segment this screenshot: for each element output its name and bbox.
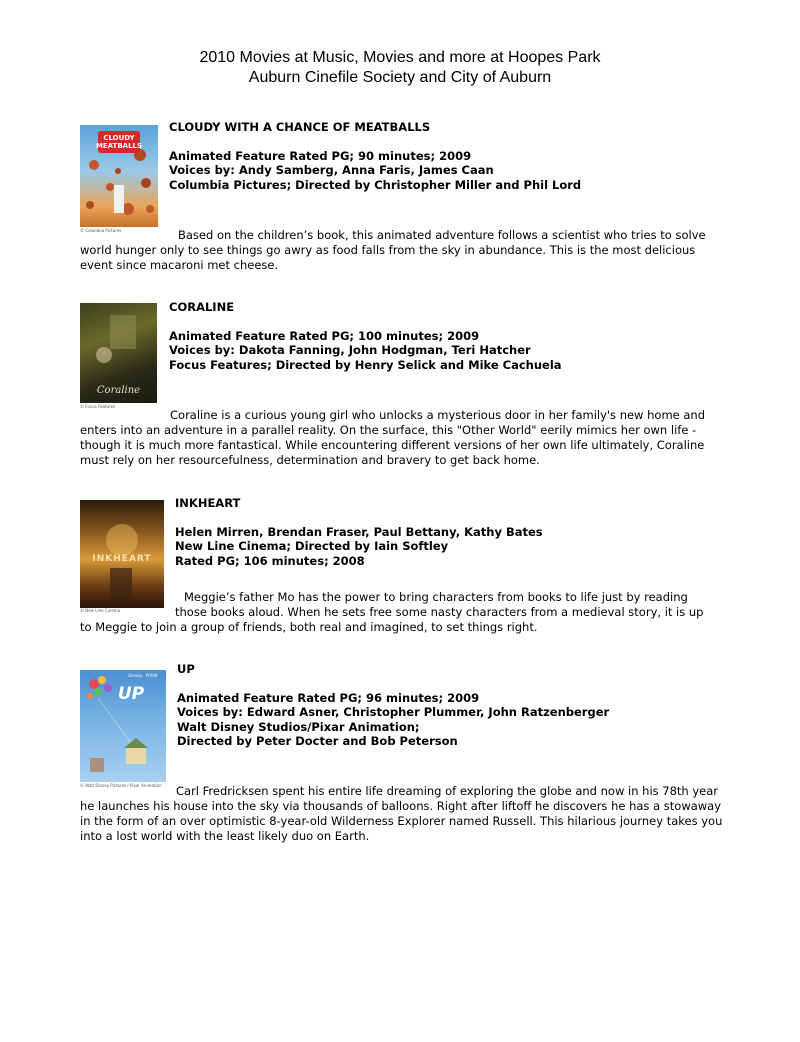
movie-coraline-info bbox=[169, 300, 562, 372]
poster-cloudy-text: CLOUDY MEATBALLS bbox=[95, 134, 143, 150]
header-line-1: 2010 Movies at Music, Movies and more at Hoopes Park bbox=[199, 49, 601, 66]
movie-up-title: UP bbox=[177, 662, 195, 676]
poster-up-studio: Disney · PIXAR bbox=[128, 673, 158, 678]
poster-cloudy-credit: © Columbia Pictures bbox=[80, 228, 122, 233]
movie-coraline-detail-3: Focus Features; Directed by Henry Selick and Mike Cachuela bbox=[169, 357, 562, 372]
movie-inkheart-desc-line-2: those books aloud. When he sets free some nasty characters from a medieval story, it is up bbox=[175, 605, 704, 619]
movie-coraline-description bbox=[80, 408, 730, 468]
header-line-2: Auburn Cinefile Society and City of Auburn bbox=[248, 69, 552, 86]
movie-cloudy-detail-3: Columbia Pictures; Directed by Christopher Miller and Phil Lord bbox=[169, 177, 582, 192]
movie-inkheart-description bbox=[80, 590, 730, 635]
movie-coraline-detail-1: Animated Feature Rated PG; 100 minutes; 2009 bbox=[169, 328, 480, 343]
poster-coraline-credit: © Focus Features bbox=[80, 404, 116, 409]
poster-coraline-text: Coraline bbox=[96, 385, 141, 396]
movie-inkheart-desc-line-1: Meggie’s father Mo has the power to bring characters from books to life just by reading bbox=[184, 590, 688, 604]
movie-up-detail-4: Directed by Peter Docter and Bob Peterson bbox=[177, 734, 458, 748]
movie-cloudy-detail-2: Voices by: Andy Samberg, Anna Faris, James Caan bbox=[169, 163, 494, 177]
movie-inkheart-desc-line-3: to Meggie to join a group of friends, both real and imagined, to set things right. bbox=[80, 620, 538, 634]
movie-up-description-text: Carl Fredricksen spent his entire life dreaming of exploring the globe and now in his 78th year he launches his house into the sky via thousands of balloons. Right after liftoff he discovers he has a stowaway in the form of an over optimistic 8-year-old Wilderness Explorer named Russell. This hilarious journey takes you into a lost world with the least likely duo on Earth. bbox=[80, 784, 723, 843]
movie-cloudy-info bbox=[169, 120, 581, 192]
movie-coraline-description-text: Coraline is a curious young girl who unlocks a mysterious door in her family's new home and enters into an adventure in a parallel reality. On the surface, this "Other World" eerily mimics her own life - though it is much more fantastical. While encountering different versions of her own life ultimately, Coraline must rely on her resourcefulness, determination and bravery to get back home. bbox=[80, 408, 706, 467]
movie-cloudy-description-text: Based on the children’s book, this animated adventure follows a scientist who tries to solve world hunger only to see things go awry as food falls from the sky in abundance. This is the most delicious event since macaroni met cheese. bbox=[80, 228, 706, 272]
page-header bbox=[0, 48, 800, 88]
movie-inkheart-detail-2: New Line Cinema; Directed by Iain Softley bbox=[175, 539, 449, 553]
movie-inkheart-info bbox=[175, 496, 543, 568]
movie-up-detail-1: Animated Feature Rated PG; 96 minutes; 2009 bbox=[177, 690, 480, 705]
poster-up-image bbox=[80, 670, 166, 782]
movie-inkheart-title: INKHEART bbox=[175, 496, 241, 510]
movie-inkheart-detail-3: Rated PG; 106 minutes; 2008 bbox=[175, 553, 365, 568]
poster-inkheart-text: INKHEART bbox=[92, 554, 152, 564]
movie-up-description bbox=[80, 784, 730, 844]
movie-cloudy-detail-1: Animated Feature Rated PG; 90 minutes; 2009 bbox=[169, 148, 472, 163]
movie-inkheart-detail-1: Helen Mirren, Brendan Fraser, Paul Bettany, Kathy Bates bbox=[175, 524, 543, 539]
movie-cloudy-title: CLOUDY WITH A CHANCE OF MEATBALLS bbox=[169, 120, 431, 134]
movie-up-detail-3: Walt Disney Studios/Pixar Animation; bbox=[177, 719, 420, 734]
movie-cloudy-description bbox=[80, 228, 730, 273]
poster-up-text: UP bbox=[117, 684, 145, 704]
poster-inkheart-credit: © New Line Cinema bbox=[80, 608, 121, 613]
movie-up-info bbox=[177, 662, 609, 749]
movie-coraline-title: CORALINE bbox=[169, 300, 235, 314]
poster-cloudy-image bbox=[80, 125, 158, 227]
poster-up-credit: © Walt Disney Pictures / Pixar Animation bbox=[80, 783, 162, 788]
poster-coraline-image bbox=[80, 303, 157, 403]
movie-up-detail-2: Voices by: Edward Asner, Christopher Plummer, John Ratzenberger bbox=[177, 705, 610, 719]
movie-coraline-detail-2: Voices by: Dakota Fanning, John Hodgman, Teri Hatcher bbox=[169, 343, 531, 357]
